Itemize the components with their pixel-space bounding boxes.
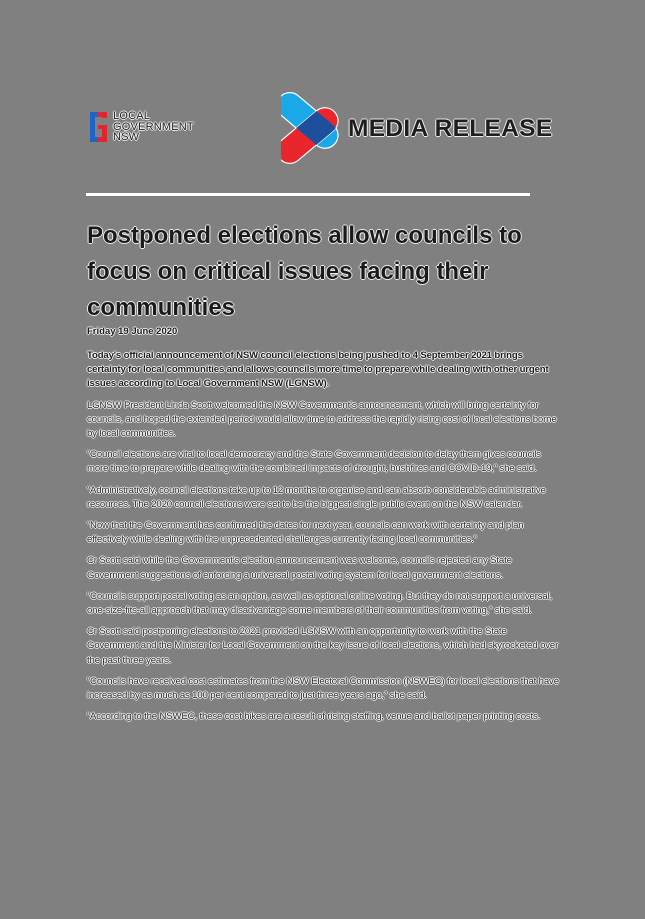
body-paragraph: “According to the NSWEC, these cost hikes are a result of rising staffing, venue and ballot paper printing costs. [87, 711, 541, 723]
body-paragraph: “Now that the Government has confirmed the dates for next year, councils can work with certainty and plan effectively while dealing with the unprecedented challenges currently facing local communities.” [87, 520, 524, 546]
lead-paragraph: Today's official announcement of NSW council elections being pushed to 4 September 2021 brings certainty for local communities and allows councils more time to prepare while dealing with other urgent issues according to Local Government NSW (LGNSW). [87, 350, 549, 390]
chevron-pill-icon [281, 86, 343, 170]
media-release-label: MEDIA RELEASE [348, 115, 553, 142]
lgnsw-logo [88, 110, 194, 144]
lgnsw-wordmark [113, 111, 194, 143]
body-paragraph: LGNSW President Linda Scott welcomed the NSW Government's announcement, which will bring certainty for councils, and hoped the extended period would allow time to address the rapidly rising cost of local elections borne by local communities. [87, 399, 557, 440]
lgnsw-g-icon [88, 110, 108, 144]
lgnsw-line-1: LOCAL [113, 110, 151, 123]
media-release-logo [281, 86, 552, 170]
header-divider [86, 193, 530, 196]
body-paragraph: “Council elections are vital to local democracy and the State Government decision to delay them gives councils more time to prepare while dealing with the combined impacts of drought, bushfires and COVID-19,” she said. [87, 449, 541, 475]
body-paragraph: “Councils have received cost estimates from the NSW Electoral Commission (NSWEC) for local elections that have increased by as much as 100 per cent compared to just three years ago,” she said. [87, 675, 559, 702]
body-paragraph: Cr Scott said while the Government's election announcement was welcome, councils rejected any State Government suggestions of enforcing a universal postal voting system for local government elections. [87, 555, 512, 581]
headline: Postponed elections allow councils to focus on critical issues facing their communities [87, 222, 522, 321]
lgnsw-line-3: NSW [113, 131, 140, 144]
body-paragraph: “Councils support postal voting as an option, as well as optional online voting. But they do not support a universal, one-size-fits-all approach that may disadvantage some members of their communities from voting,” she said. [87, 590, 553, 617]
body-paragraph: Cr Scott said postponing elections to 2021 provided LGNSW with an opportunity to work with the State Government and the Minister for Local Government on the key issue of local elections, which had skyrocketed over the past three years. [87, 626, 559, 666]
lgnsw-line-2: GOVERNMENT [113, 120, 194, 133]
body-paragraph: “Administratively, council elections take up to 12 months to organise and can absorb considerable administrative resources. The 2020 council elections were set to be the biggest single public event on the NSW calendar. [87, 484, 546, 510]
article-body [87, 349, 559, 731]
release-date: Friday 19 June 2020 [87, 326, 178, 337]
